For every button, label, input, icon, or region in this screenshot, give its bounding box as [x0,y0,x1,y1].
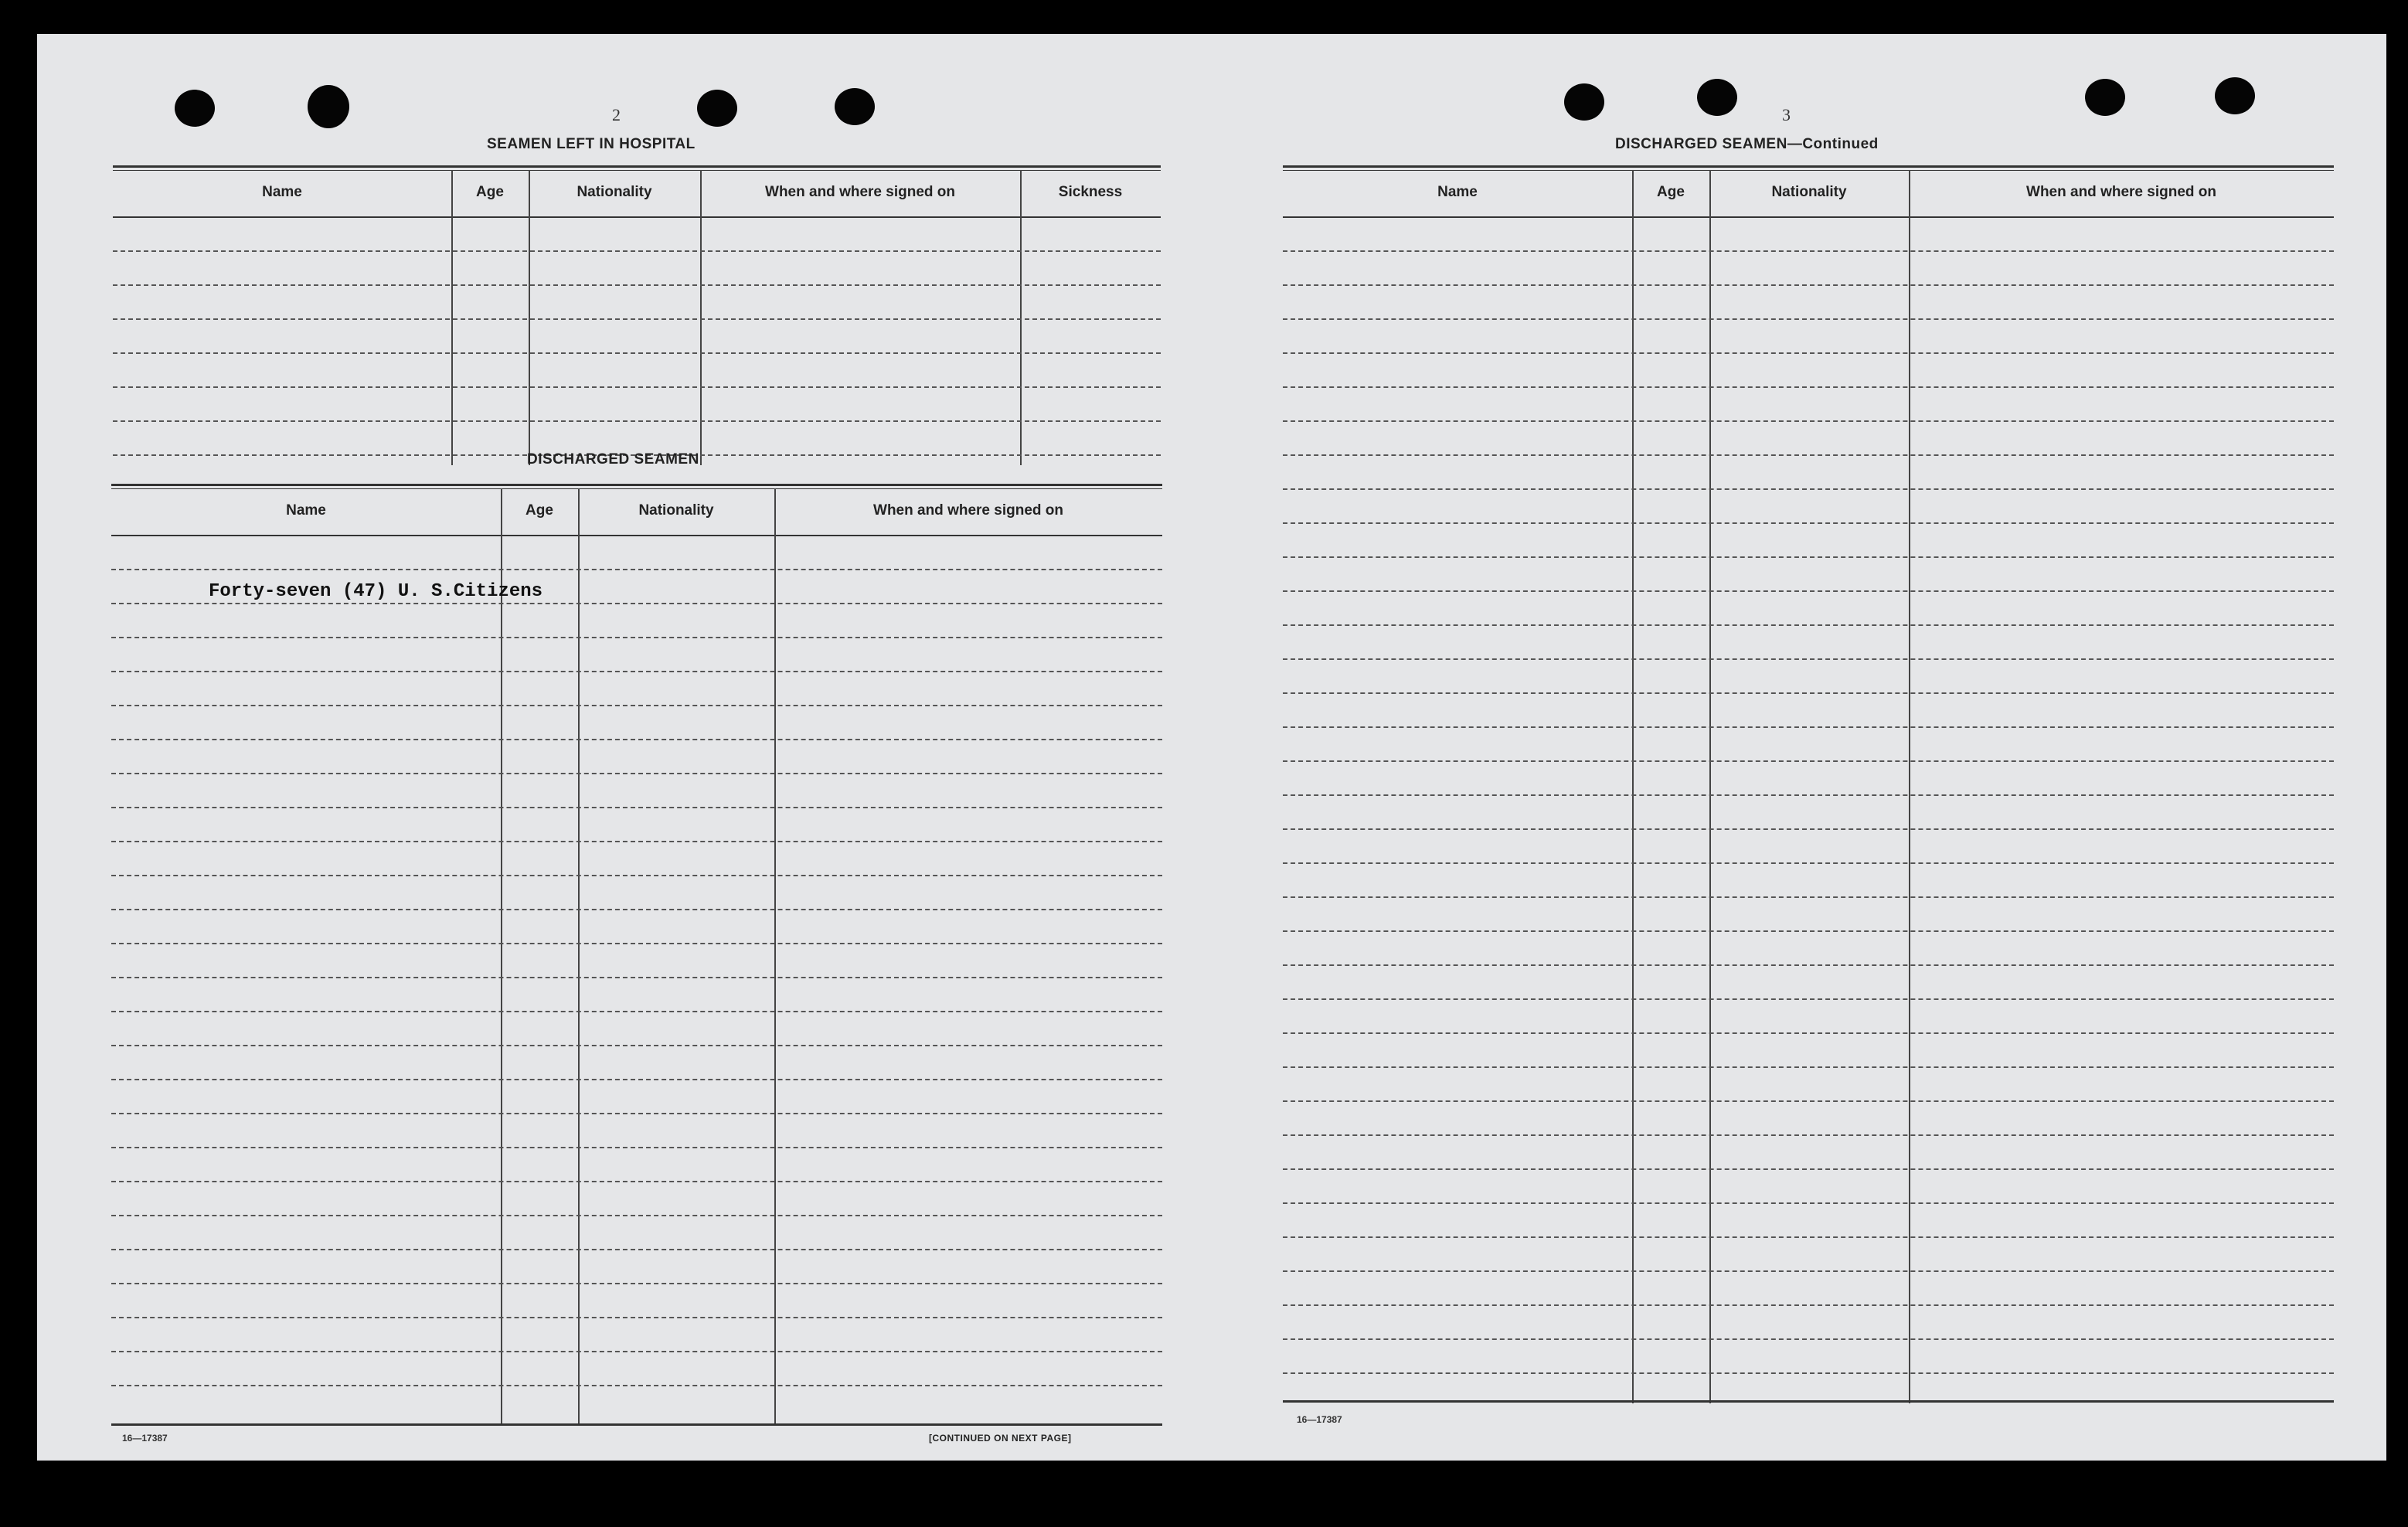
table-row-line [1283,250,2334,252]
right-col-name: Name [1437,184,1478,200]
discharged-table-left [111,484,1162,1427]
table-row-line [1283,658,2334,660]
table-row-line [111,1181,1162,1182]
hospital-section-title: SEAMEN LEFT IN HOSPITAL [487,136,696,152]
hospital-col-age: Age [476,184,504,200]
table-row-line [111,807,1162,808]
right-col-age: Age [1657,184,1685,200]
hospital-table [113,165,1161,468]
table-row-line [1283,1032,2334,1034]
table-row-line [1283,590,2334,592]
punch-hole [175,90,215,127]
discharged-table-right [1283,165,2334,1406]
table-row-line [1283,420,2334,422]
discharged-continued-suffix: —Continued [1787,136,1879,152]
table-row-line [111,739,1162,740]
discharged-continued-title [1615,136,1879,153]
table-row-line [111,569,1162,570]
table-row-line [111,1249,1162,1250]
continued-note: [CONTINUED ON NEXT PAGE] [929,1433,1072,1444]
table-row-line [1283,1202,2334,1204]
table-row-line [1283,624,2334,626]
table-row-line [111,705,1162,706]
form-number-right: 16—17387 [1297,1414,1342,1425]
hospital-col-nationality: Nationality [576,184,652,200]
table-row-line [111,1317,1162,1318]
table-row-line [1283,488,2334,490]
table-row-line [111,875,1162,876]
table-row-line [1283,726,2334,728]
table-row-line [113,420,1161,422]
punch-hole [1564,83,1604,121]
form-number-left: 16—17387 [122,1433,168,1444]
hospital-col-sickness: Sickness [1058,184,1123,200]
table-row-line [1283,522,2334,524]
table-row-line [1283,692,2334,694]
table-row-line [111,1045,1162,1046]
table-row-line [1283,760,2334,762]
discharged-entry-citizens: Forty-seven (47) U. S.Citizens [209,581,543,602]
table-row-line [111,1147,1162,1148]
table-row-line [1283,454,2334,456]
table-row-line [111,943,1162,944]
table-row-line [1283,1270,2334,1272]
table-row-line [1283,998,2334,1000]
table-row-line [111,1215,1162,1216]
table-row-line [113,386,1161,388]
discharged-section-title: DISCHARGED SEAMEN [527,451,699,468]
discharged-col-nationality: Nationality [638,502,714,519]
table-row-line [111,637,1162,638]
table-row-line [111,1351,1162,1352]
table-row-line [111,1113,1162,1114]
right-col-signed-on: When and where signed on [2026,184,2216,200]
page-number-left: 2 [612,105,621,124]
punch-hole [308,85,349,128]
table-row-line [1283,556,2334,558]
punch-hole [835,88,875,125]
punch-hole [2215,77,2255,114]
table-row-line [1283,1236,2334,1238]
table-row-line [1283,930,2334,932]
discharged-col-signed-on: When and where signed on [873,502,1063,519]
table-row-line [1283,862,2334,864]
document-sheet [37,34,2386,1461]
table-row-line [111,1385,1162,1386]
discharged-col-name: Name [286,502,326,519]
table-row-line [1283,352,2334,354]
table-row-line [1283,828,2334,830]
table-row-line [1283,896,2334,898]
table-row-line [1283,964,2334,966]
table-row-line [1283,1100,2334,1102]
table-row-line [1283,794,2334,796]
punch-hole [697,90,737,127]
table-row-line [111,603,1162,604]
table-row-line [113,352,1161,354]
table-row-line [111,1079,1162,1080]
discharged-col-age: Age [525,502,553,519]
table-row-line [111,1283,1162,1284]
table-row-line [111,671,1162,672]
table-row-line [1283,1134,2334,1136]
table-row-line [1283,1338,2334,1340]
table-row-line [1283,318,2334,320]
hospital-col-signed-on: When and where signed on [765,184,955,200]
table-row-line [113,284,1161,286]
discharged-continued-title-main: DISCHARGED SEAMEN [1615,136,1787,152]
punch-hole [2085,79,2125,116]
punch-hole [1697,79,1737,116]
table-row-line [111,909,1162,910]
table-row-line [111,841,1162,842]
page-number-right: 3 [1782,105,1791,124]
table-row-line [113,250,1161,252]
right-col-nationality: Nationality [1771,184,1847,200]
table-row-line [1283,386,2334,388]
table-row-line [111,977,1162,978]
table-row-line [113,318,1161,320]
table-row-line [111,1011,1162,1012]
hospital-col-name: Name [262,184,302,200]
table-row-line [1283,1304,2334,1306]
table-row-line [1283,1066,2334,1068]
table-row-line [1283,1168,2334,1170]
table-row-line [1283,284,2334,286]
table-row-line [1283,1372,2334,1374]
table-row-line [111,773,1162,774]
